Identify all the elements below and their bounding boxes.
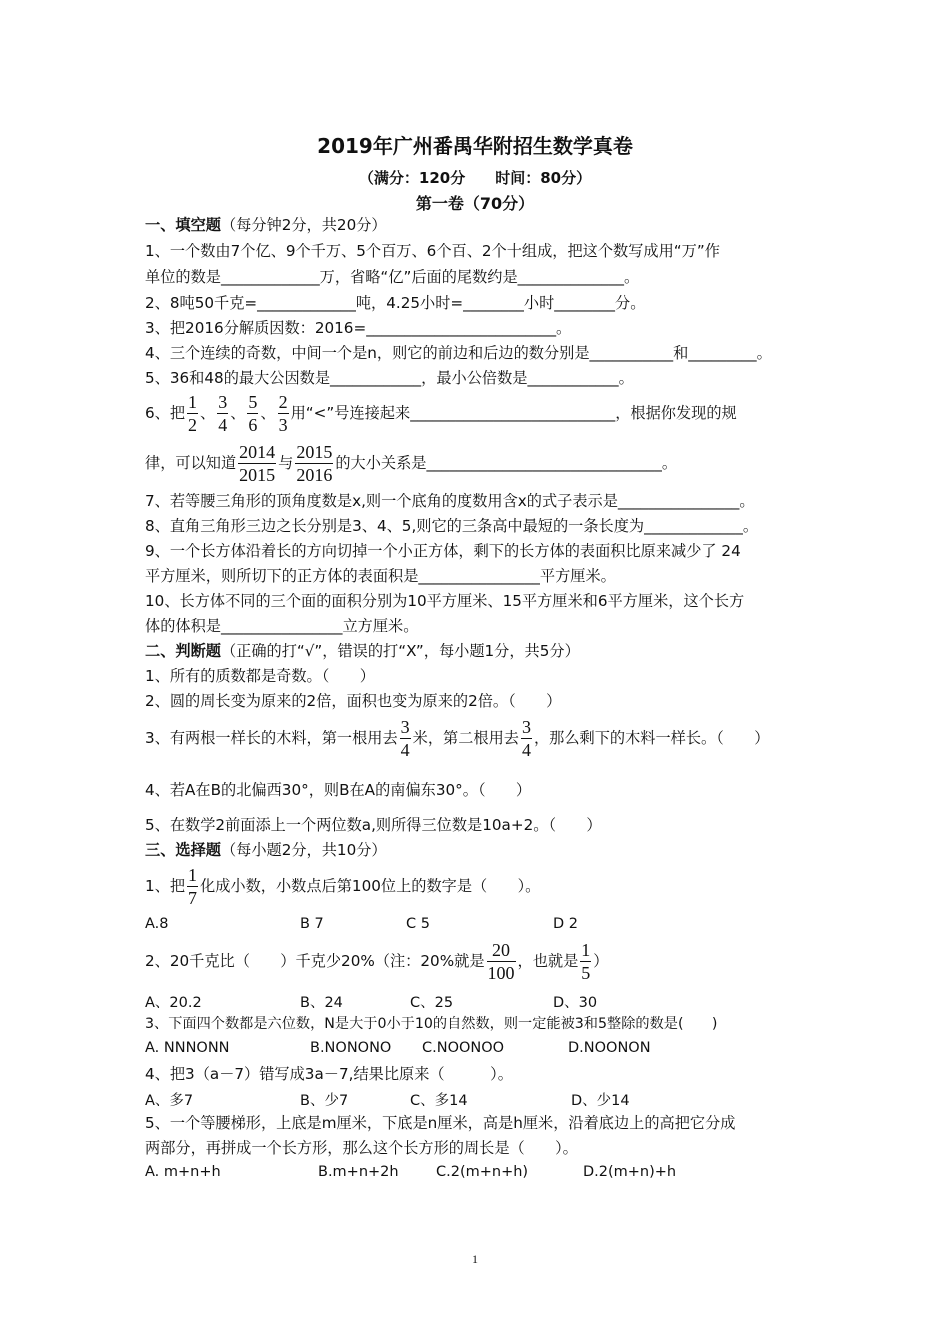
choice-1-option-b: B 7 [300, 916, 324, 932]
fraction: $\frac{2015}{2016}$ [296, 442, 333, 485]
choice-3-option-d: D.NOONON [568, 1040, 651, 1056]
fraction: $\frac{1}{7}$ [188, 865, 198, 908]
question-6-line-2: 律，可以知道 $\frac{2014}{2015}$ 与 $\frac{2015}{2016}$ 的大小关系是_______________________________。 [145, 442, 678, 485]
judge-2: 2、圆的周长变为原来的2倍，面积也变为原来的2倍。（ ） [145, 692, 562, 710]
page-title: 2019年广州番禺华附招生数学真卷 [317, 134, 633, 158]
question-8: 8、直角三角形三边之长分别是3、4、5,则它的三条高中最短的一条长度为_____________。 [145, 517, 759, 535]
part-heading: 第一卷（70分） [415, 194, 535, 213]
choice-2-option-a: A、20.2 [145, 995, 202, 1011]
choice-1-option-d: D 2 [553, 916, 578, 932]
score-time-line: （满分：120分 时间：80分） [358, 169, 592, 187]
choice-4-option-c: C、多14 [410, 1093, 468, 1109]
choice-5-option-c: C.2(m+n+h) [436, 1164, 529, 1180]
section-fill-blank-heading: 一、填空题（每分钟2分，共20分） [145, 216, 387, 234]
choice-1-option-a: A.8 [145, 916, 169, 932]
choice-2-option-d: D、30 [553, 995, 598, 1011]
choice-3-option-c: C.NOONOO [422, 1040, 505, 1056]
question-1-line-2: 单位的数是_____________万，省略“亿”后面的尾数约是______________。 [145, 268, 640, 286]
section-choice-heading: 三、选择题（每小题2分，共10分） [145, 841, 387, 859]
judge-5: 5、在数学2前面添上一个两位数a,则所得三位数是10a+2。（ ） [145, 816, 602, 834]
choice-2-option-b: B、24 [300, 995, 343, 1011]
question-3: 3、把2016分解质因数：2016=_________________________。 [145, 319, 572, 337]
fraction: $\frac{2014}{2015}$ [239, 442, 276, 485]
question-9-line-2: 平方厘米，则所切下的正方体的表面积是________________平方厘米。 [145, 567, 616, 585]
choice-4: 4、把3（a－7）错写成3a－7,结果比原来（ ）。 [145, 1065, 513, 1083]
question-6-line-1: 6、把 $\frac{1}{2}$ 、 $\frac{3}{4}$ 、 $\frac{5}{6}$ 、 $\frac{2}{3}$ 用“<”号连接起来___________________________，根据你发现的规 [145, 392, 737, 435]
choice-5-line-1: 5、一个等腰梯形，上底是m厘米，下底是n厘米，高是h厘米，沿着底边上的高把它分成 [145, 1114, 736, 1132]
choice-3: 3、下面四个数都是六位数，N是大于0小于10的自然数，则一定能被3和5整除的数是( ) [145, 1016, 718, 1032]
fraction: $\frac{1}{5}$ [581, 940, 591, 983]
judge-3: 3、有两根一样长的木料，第一根用去 $\frac{3}{4}$ 米，第二根用去 $\frac{3}{4}$ ，那么剩下的木料一样长。（ ） [145, 717, 770, 760]
choice-3-option-a: A. NNNONN [145, 1040, 230, 1056]
choice-4-option-d: D、少14 [571, 1093, 630, 1109]
choice-5-option-b: B.m+n+2h [318, 1164, 399, 1180]
question-4: 4、三个连续的奇数，中间一个是n，则它的前边和后边的数分别是___________和_________。 [145, 344, 772, 362]
fraction: $\frac{2}{3}$ [278, 392, 288, 435]
question-9-line-1: 9、一个长方体沿着长的方向切掉一个小正方体，剩下的长方体的表面积比原来减少了 24 [145, 542, 741, 560]
question-2: 2、8吨50千克=_____________吨，4.25小时=________小时________分。 [145, 294, 646, 312]
fraction: $\frac{3}{4}$ [521, 717, 531, 760]
choice-1-option-c: C 5 [406, 916, 430, 932]
choice-4-option-b: B、少7 [300, 1093, 349, 1109]
choice-2-option-c: C、25 [410, 995, 454, 1011]
question-10-line-1: 10、长方体不同的三个面的面积分别为10平方厘米、15平方厘米和6平方厘米，这个长方 [145, 592, 745, 610]
choice-3-option-b: B.NONONO [310, 1040, 392, 1056]
question-10-line-2: 体的体积是________________立方厘米。 [145, 617, 419, 635]
judge-1: 1、所有的质数都是奇数。（ ） [145, 667, 375, 685]
choice-5-option-d: D.2(m+n)+h [583, 1164, 677, 1180]
fraction: $\frac{3}{4}$ [400, 717, 410, 760]
question-7: 7、若等腰三角形的顶角度数是x,则一个底角的度数用含x的式子表示是________________。 [145, 492, 755, 510]
section-true-false-heading: 二、判断题（正确的打“√”，错误的打“X”，每小题1分，共5分） [145, 642, 580, 660]
choice-4-option-a: A、多7 [145, 1093, 194, 1109]
fraction: $\frac{5}{6}$ [248, 392, 258, 435]
fraction: $\frac{3}{4}$ [218, 392, 228, 435]
choice-5-option-a: A. m+n+h [145, 1164, 221, 1180]
judge-4: 4、若A在B的北偏西30°，则B在A的南偏东30°。（ ） [145, 781, 532, 799]
fraction: $\frac{20}{100}$ [487, 940, 515, 983]
choice-2: 2、20千克比（ ）千克少20%（注：20%就是 $\frac{20}{100}$ ，也就是 $\frac{1}{5}$ ） [145, 940, 609, 983]
choice-1: 1、把 $\frac{1}{7}$ 化成小数，小数点后第100位上的数字是（ ）。 [145, 865, 541, 908]
fraction: $\frac{1}{2}$ [188, 392, 198, 435]
choice-5-line-2: 两部分，再拼成一个长方形，那么这个长方形的周长是（ ）。 [145, 1139, 578, 1157]
question-1-line-1: 1、一个数由7个亿、9个千万、5个百万、6个百、2个十组成，把这个数写成用“万”作 [145, 242, 720, 260]
question-5: 5、36和48的最大公因数是____________，最小公倍数是____________。 [145, 369, 634, 387]
page-number: 1 [472, 1252, 478, 1266]
